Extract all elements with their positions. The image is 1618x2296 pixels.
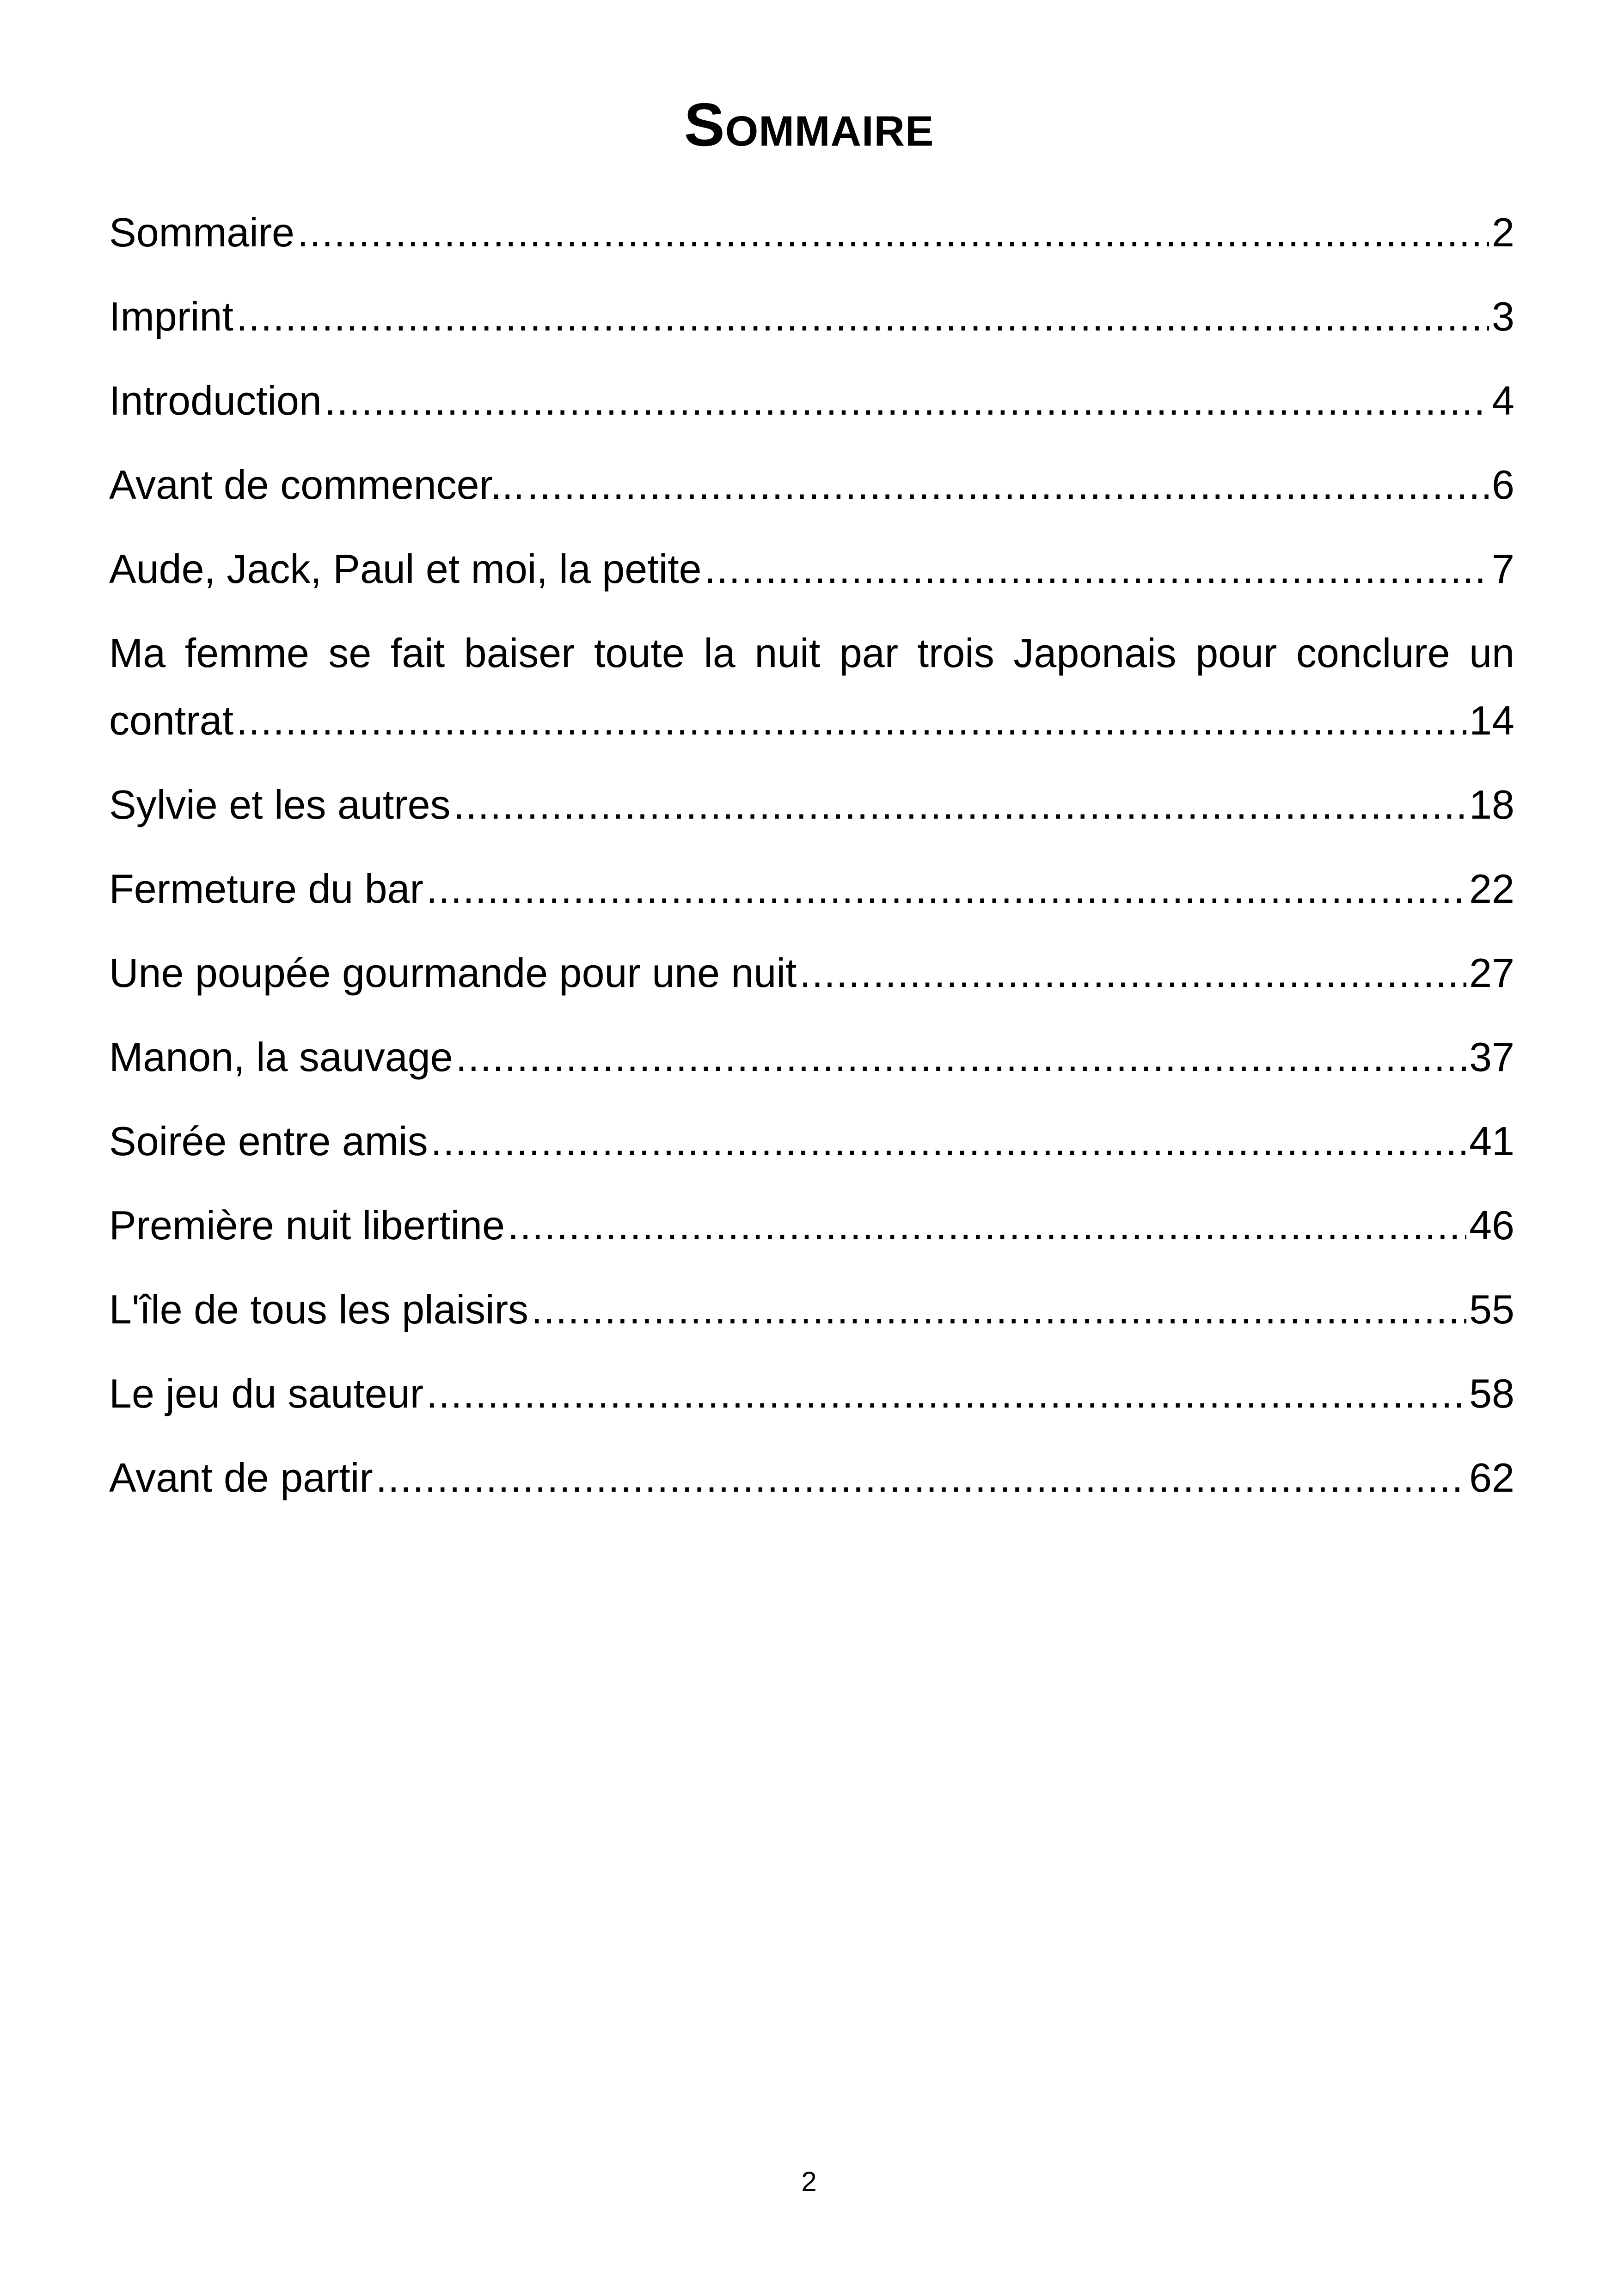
toc-entry[interactable]	[109, 199, 1514, 266]
toc-entry[interactable]	[109, 855, 1514, 923]
toc-dot-leader	[297, 199, 1489, 266]
toc-entry-page: 27	[1469, 950, 1514, 996]
toc-entry-title: Sommaire	[109, 209, 294, 255]
toc-entry[interactable]	[109, 1444, 1514, 1512]
toc-entry-page: 7	[1492, 546, 1514, 592]
toc-dot-leader	[799, 939, 1466, 1007]
toc-dot-leader	[508, 1192, 1466, 1259]
toc-entry-page: 22	[1469, 866, 1514, 912]
toc-entry-page: 6	[1492, 462, 1514, 508]
toc-dot-leader	[236, 687, 1466, 754]
toc-entry-page: 62	[1469, 1455, 1514, 1500]
toc-dot-leader	[527, 451, 1489, 519]
toc-entry[interactable]	[109, 771, 1514, 839]
toc-dot-leader	[376, 1444, 1466, 1512]
toc-entry[interactable]	[109, 535, 1514, 603]
page-title: Sommaire	[684, 91, 934, 159]
toc-entry-page: 18	[1469, 782, 1514, 827]
toc-entry-page: 2	[1492, 209, 1514, 255]
toc-entry-title: Introduction	[109, 378, 322, 423]
toc-entry-page: 3	[1492, 294, 1514, 339]
toc-entry[interactable]	[109, 1108, 1514, 1175]
toc-entry[interactable]	[109, 939, 1514, 1007]
toc-dot-leader	[454, 771, 1467, 839]
toc-dot-leader	[456, 1023, 1466, 1091]
toc-entry-title: Aude, Jack, Paul et moi, la petite	[109, 546, 702, 592]
toc-entry-continuation	[109, 687, 1514, 754]
toc-entry[interactable]	[109, 283, 1514, 350]
toc-dot-leader	[426, 1360, 1466, 1427]
toc-entry-page: 58	[1469, 1371, 1514, 1416]
toc-entry[interactable]	[109, 1192, 1514, 1259]
toc-entry[interactable]	[109, 367, 1514, 435]
toc-entry-page: 46	[1469, 1202, 1514, 1248]
toc-entry-title: Première nuit libertine	[109, 1202, 505, 1248]
toc-entry-title: Imprint	[109, 294, 233, 339]
toc-entry-title: Manon, la sauvage	[109, 1034, 453, 1080]
table-of-contents	[109, 199, 1514, 1528]
toc-entry-title: Avant de commencer...	[109, 462, 525, 508]
toc-dot-leader	[705, 535, 1489, 603]
toc-entry[interactable]	[109, 619, 1514, 754]
toc-entry-page: 55	[1469, 1286, 1514, 1332]
toc-entry[interactable]	[109, 1276, 1514, 1343]
toc-entry-title: Avant de partir	[109, 1455, 373, 1500]
toc-entry-title-continued: contrat	[109, 698, 234, 743]
toc-entry-title: L'île de tous les plaisirs	[109, 1286, 529, 1332]
toc-dot-leader	[531, 1276, 1466, 1343]
toc-entry-page: 41	[1469, 1118, 1514, 1164]
toc-dot-leader	[236, 283, 1489, 350]
toc-entry-title: Sylvie et les autres	[109, 782, 451, 827]
toc-dot-leader	[325, 367, 1489, 435]
toc-dot-leader	[426, 855, 1466, 923]
toc-entry-title: Fermeture du bar	[109, 866, 423, 912]
toc-entry-title: Ma femme se fait baiser toute la nuit par trois Japonais pour conclure un	[109, 630, 1514, 676]
toc-dot-leader	[431, 1108, 1466, 1175]
page-number: 2	[801, 2166, 817, 2197]
toc-entry-title: Soirée entre amis	[109, 1118, 428, 1164]
toc-entry[interactable]	[109, 1023, 1514, 1091]
toc-entry-title: Le jeu du sauteur	[109, 1371, 424, 1416]
toc-entry-page: 4	[1492, 378, 1514, 423]
toc-entry-page: 37	[1469, 1034, 1514, 1080]
toc-entry-title: Une poupée gourmande pour une nuit	[109, 950, 797, 996]
toc-entry[interactable]	[109, 451, 1514, 519]
toc-entry[interactable]	[109, 1360, 1514, 1427]
toc-entry-page: 14	[1469, 698, 1514, 743]
